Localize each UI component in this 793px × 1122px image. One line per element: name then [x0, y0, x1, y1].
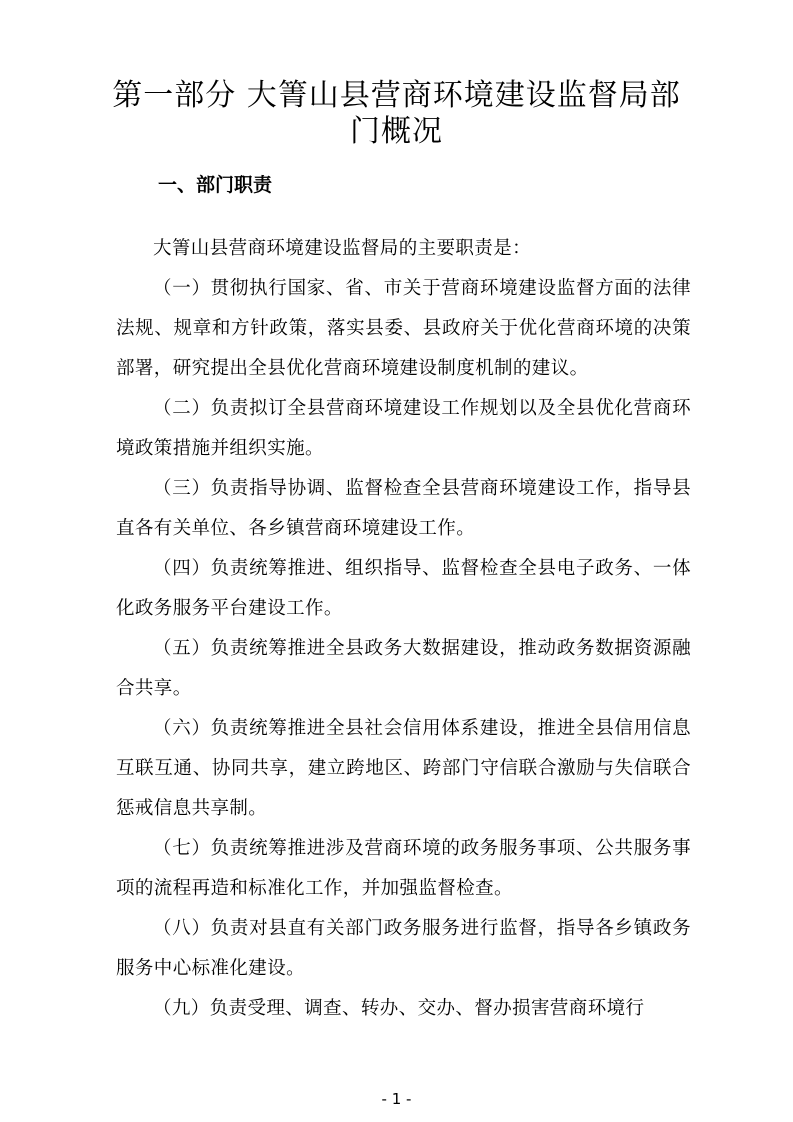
duty-paragraph-7: （七）负责统筹推进涉及营商环境的政务服务事项、公共服务事项的流程再造和标准化工作，并加强监督检查。 — [116, 838, 691, 899]
duty-paragraph-4: （四）负责统筹推进、组织指导、监督检查全县电子政务、一体化政务服务平台建设工作。 — [116, 558, 691, 619]
page-number: - 1 - — [381, 1090, 412, 1108]
section-heading: 一、部门职责 — [158, 174, 273, 196]
duty-paragraph-9: （九）负责受理、调查、转办、交办、督办损害营商环境行 — [153, 998, 645, 1019]
duty-paragraph-5: （五）负责统筹推进全县政务大数据建设，推动政务数据资源融合共享。 — [116, 638, 691, 699]
duty-paragraph-2: （二）负责拟订全县营商环境建设工作规划以及全县优化营商环境政策措施并组织实施。 — [116, 398, 691, 459]
duty-paragraph-3: （三）负责指导协调、监督检查全县营商环境建设工作，指导县直各有关单位、各乡镇营商环境建设工作。 — [116, 478, 691, 539]
intro-paragraph: 大箐山县营商环境建设监督局的主要职责是： — [153, 238, 532, 259]
duty-paragraph-1: （一）贯彻执行国家、省、市关于营商环境建设监督方面的法律法规、规章和方针政策，落实县委、县政府关于优化营商环境的决策部署，研究提出全县优化营商环境建设制度机制的建议。 — [116, 278, 691, 379]
duty-paragraph-8: （八）负责对县直有关部门政务服务进行监督，指导各乡镇政务服务中心标准化建设。 — [116, 918, 691, 979]
duty-paragraph-6: （六）负责统筹推进全县社会信用体系建设，推进全县信用信息互联互通、协同共享，建立跨地区、跨部门守信联合激励与失信联合惩戒信息共享制。 — [116, 718, 691, 819]
page-title: 第一部分 大箐山县营商环境建设监督局部门概况 — [112, 78, 681, 149]
document-body — [116, 229, 691, 1029]
